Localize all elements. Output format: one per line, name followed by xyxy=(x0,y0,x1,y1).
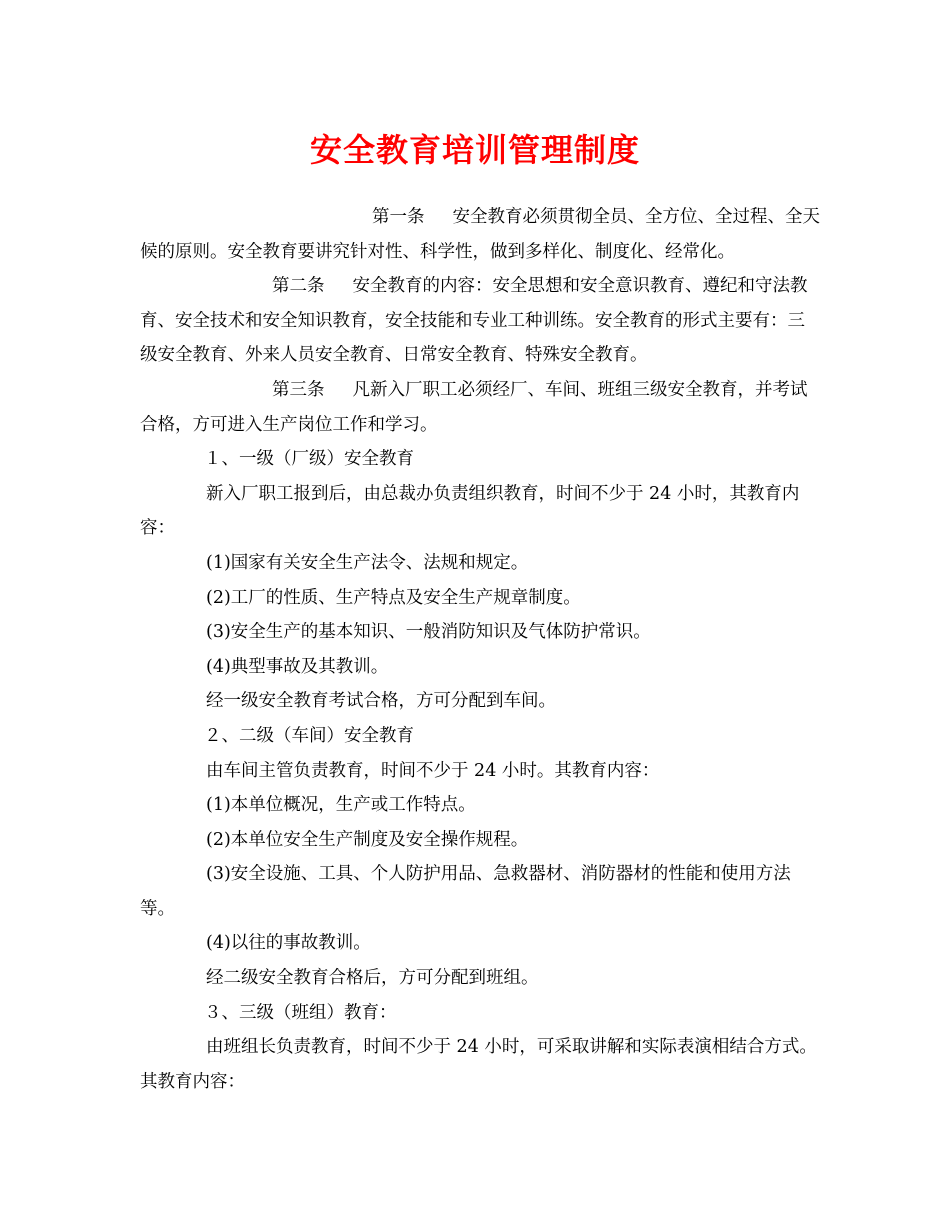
article-2 xyxy=(140,269,820,373)
article-3 xyxy=(140,373,820,442)
document-body xyxy=(140,200,820,1099)
level1-heading: １、一级（厂级）安全教育 xyxy=(204,449,414,470)
level1-conclusion: 经一级安全教育考试合格，方可分配到车间。 xyxy=(206,691,556,712)
level1-intro: 新入厂职工报到后，由总裁办负责组织教育，时间不少于 24 小时，其教育内容： xyxy=(140,483,800,539)
article-1 xyxy=(140,200,820,269)
level1-item: (2)工厂的性质、生产特点及安全生产规章制度。 xyxy=(206,587,581,608)
level1-item: (4)典型事故及其教训。 xyxy=(206,656,389,677)
level1-item: (3)安全生产的基本知识、一般消防知识及气体防护常识。 xyxy=(206,622,651,643)
level2-heading: ２、二级（车间）安全教育 xyxy=(204,725,414,746)
level2-item: (3)安全设施、工具、个人防护用品、急救器材、消防器材的性能和使用方法等。 xyxy=(140,864,791,919)
article-1-text: 安全教育必须贯彻全员、全方位、全过程、全天候的原则。安全教育要讲究针对性、科学性，做到多样化、制度化、经常化。 xyxy=(140,207,820,262)
level3-intro: 由班组长负责教育，时间不少于 24 小时，可采取讲解和实际表演相结合方式。其教育内容： xyxy=(140,1037,817,1092)
level3-heading: ３、三级（班组）教育： xyxy=(204,1002,397,1023)
level2-item: (1)本单位概况，生产或工作特点。 xyxy=(206,795,476,816)
document-title: 安全教育培训管理制度 xyxy=(309,131,640,169)
level2-item: (2)本单位安全生产制度及安全操作规程。 xyxy=(206,829,529,850)
level2-item: (4)以往的事故教训。 xyxy=(206,933,371,954)
level1-item: (1)国家有关安全生产法令、法规和规定。 xyxy=(206,552,529,573)
article-2-text: 安全教育的内容：安全思想和安全意识教育、遵纪和守法教育、安全技术和安全知识教育，安全技能和专业工种训练。安全教育的形式主要有：三级安全教育、外来人员安全教育、日常安全教育、特殊安全教育。 xyxy=(140,276,808,366)
level2-conclusion: 经二级安全教育合格后，方可分配到班组。 xyxy=(206,968,539,989)
article-3-text: 凡新入厂职工必须经厂、车间、班组三级安全教育，并考试合格，方可进入生产岗位工作和学习。 xyxy=(140,379,808,435)
article-3-label: 第三条 xyxy=(272,379,325,400)
article-1-label: 第一条 xyxy=(372,207,425,227)
level2-intro: 由车间主管负责教育，时间不少于 24 小时。其教育内容： xyxy=(206,760,660,781)
article-2-label: 第二条 xyxy=(272,276,325,297)
